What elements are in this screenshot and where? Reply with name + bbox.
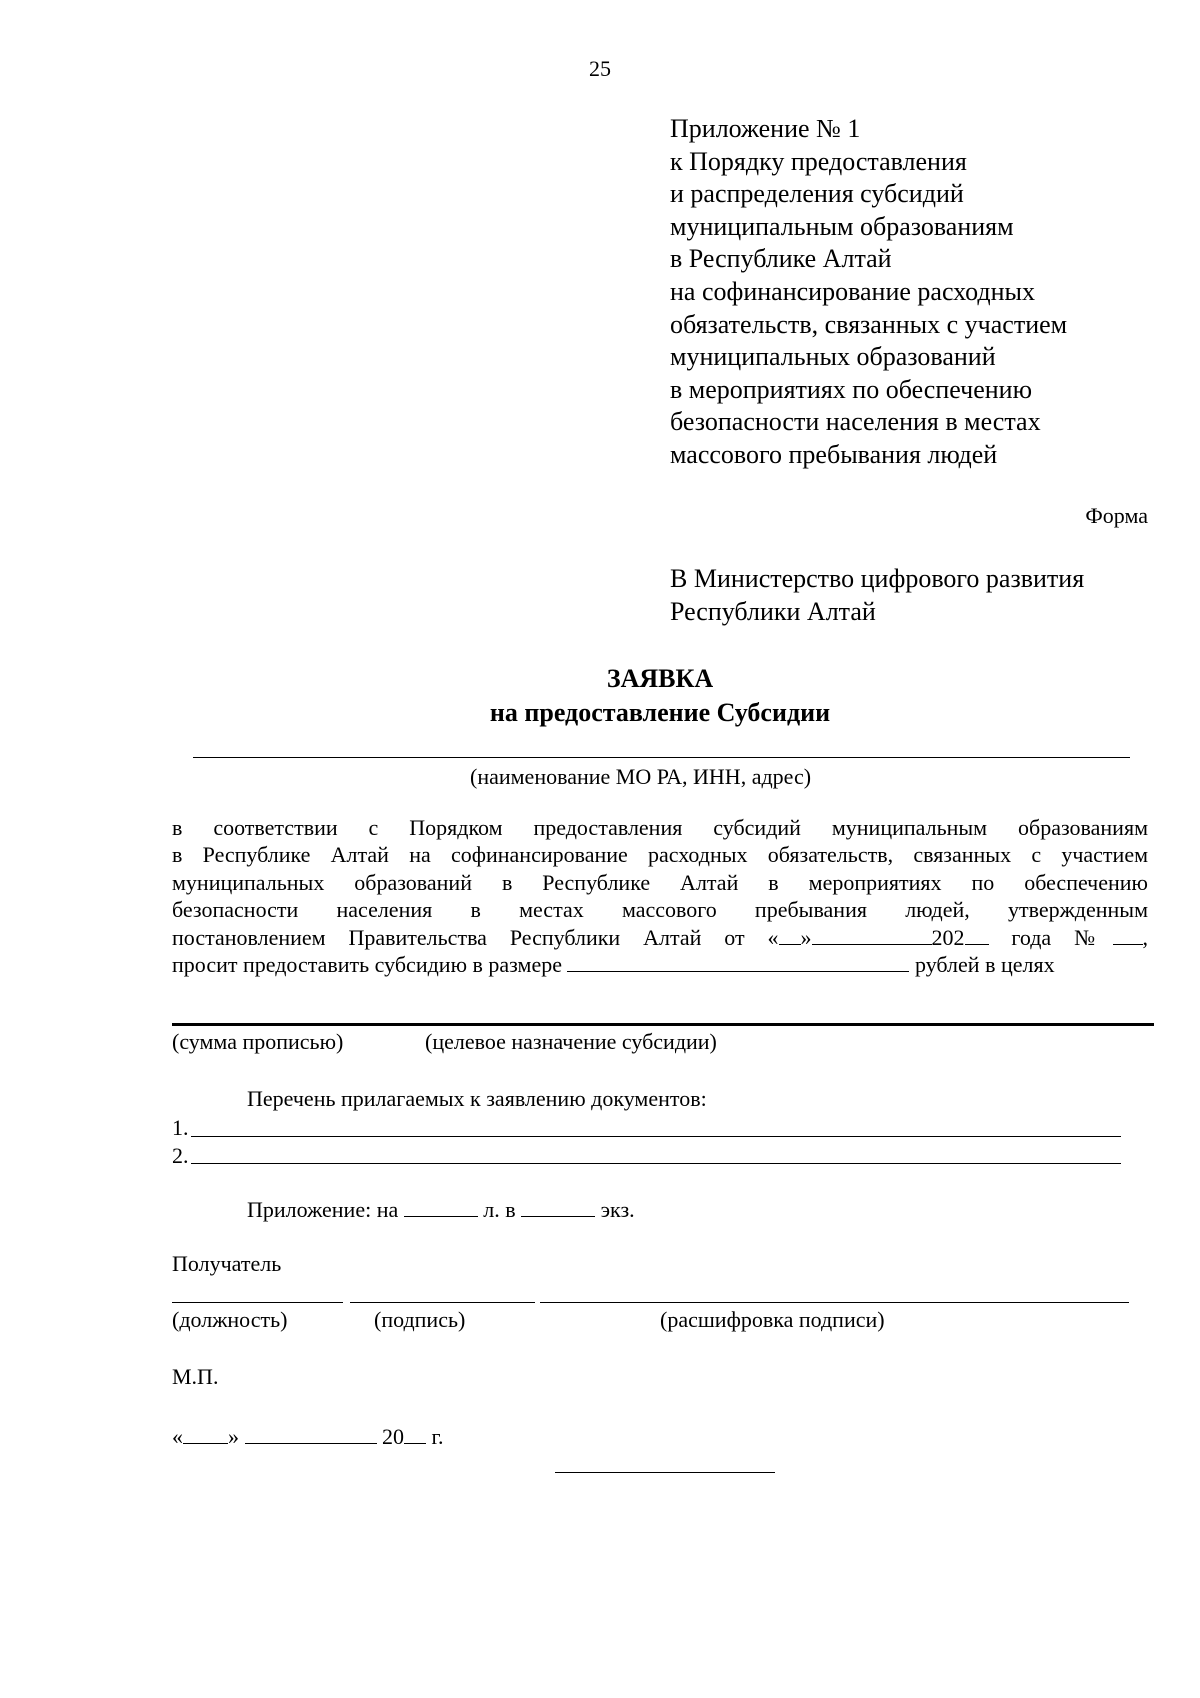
page-number: 25 [589, 56, 611, 81]
closing-separator [555, 1472, 775, 1473]
resolution-day-field[interactable] [779, 926, 801, 945]
appendix-line: муниципальным образованиям [670, 211, 1014, 241]
sum-purpose-field[interactable] [172, 1023, 1154, 1026]
body-paragraph [172, 814, 1148, 978]
position-caption: (должность) [172, 1307, 288, 1332]
appendix-header [670, 113, 1067, 472]
attachment-copies-field[interactable] [521, 1198, 595, 1217]
appendix-line: к Порядку предоставления [670, 146, 967, 176]
document-subtitle: на предоставление Субсидии [489, 698, 831, 727]
resolution-quote-close: » [800, 924, 812, 950]
appendix-line: безопасности населения в местах [670, 407, 1041, 437]
document-item-2-field[interactable] [191, 1163, 1121, 1164]
addressee-line: В Министерство цифрового развития [670, 564, 1085, 593]
addressee-line: Республики Алтай [670, 596, 876, 626]
resolution-number-label: года № [988, 924, 1113, 950]
appendix-line: обязательств, связанных с участием [670, 309, 1068, 339]
sum-caption: (сумма прописью) [172, 1029, 344, 1054]
body-line-amount [172, 951, 1148, 978]
body-line: в соответствии с Порядком предоставления субсидий муниципальным образованиям [172, 815, 1148, 840]
document-item-number: 1. [172, 1115, 189, 1140]
body-line-resolution [172, 924, 1148, 951]
appendix-line: муниципальных образований [670, 342, 996, 372]
org-name-caption: (наименование МО РА, ИНН, адрес) [470, 764, 812, 789]
appendix-line: и распределения субсидий [670, 179, 964, 209]
addressee [670, 563, 1084, 628]
signature-caption: (подпись) [374, 1307, 466, 1332]
appendix-line: в Республике Алтай [670, 244, 892, 274]
attachment-text: л. в [477, 1197, 522, 1222]
signature-field[interactable] [350, 1302, 535, 1303]
stamp-label: М.П. [172, 1364, 219, 1389]
appendix-line: на софинансирование расходных [670, 276, 1036, 306]
position-field[interactable] [172, 1302, 343, 1303]
date-day-field[interactable] [183, 1425, 228, 1444]
appendix-line: массового пребывания людей [670, 439, 998, 469]
attachment-pages-field[interactable] [404, 1198, 478, 1217]
recipient-label: Получатель [172, 1251, 282, 1276]
resolution-text: постановлением Правительства Республики Алтай от « [172, 924, 779, 950]
date-month-field[interactable] [245, 1425, 377, 1444]
date-quote-open: « [172, 1424, 183, 1449]
amount-suffix: рублей в целях [909, 952, 1055, 978]
form-label: Форма [1085, 503, 1148, 528]
resolution-month-field[interactable] [812, 926, 932, 945]
date-quote-close: » [228, 1424, 239, 1449]
date-year-field[interactable] [404, 1425, 426, 1444]
date-suffix: г. [426, 1424, 444, 1449]
body-line: муниципальных образований в Республике Алтай в мероприятиях по обеспечению [172, 869, 1148, 895]
appendix-line: Приложение № 1 [670, 114, 861, 143]
resolution-year-prefix: 202 [931, 924, 965, 950]
date-line [172, 1424, 444, 1450]
documents-heading: Перечень прилагаемых к заявлению документов: [247, 1086, 707, 1111]
body-line: безопасности населения в местах массового пребывания людей, утвержденным [172, 897, 1148, 923]
resolution-year-field[interactable] [965, 926, 989, 945]
document-item-number: 2. [172, 1143, 189, 1168]
purpose-caption: (целевое назначение субсидии) [425, 1029, 717, 1054]
date-year-prefix: 20 [382, 1424, 404, 1449]
attachment-line [247, 1197, 635, 1223]
amount-text: просит предоставить субсидию в размере [172, 952, 568, 978]
resolution-number-field[interactable] [1113, 926, 1143, 945]
decoding-caption: (расшифровка подписи) [660, 1307, 885, 1332]
document-item-1-field[interactable] [191, 1136, 1121, 1137]
document-title: ЗАЯВКА [606, 664, 714, 693]
org-name-field[interactable] [193, 757, 1130, 758]
appendix-line: в мероприятиях по обеспечению [670, 374, 1032, 404]
amount-field[interactable] [567, 953, 909, 972]
attachment-text: экз. [595, 1197, 635, 1222]
body-line: в Республике Алтай на софинансирование расходных обязательств, связанных с участием [172, 842, 1148, 868]
attachment-text: Приложение: на [247, 1197, 404, 1222]
resolution-comma: , [1142, 924, 1148, 950]
signature-decoding-field[interactable] [540, 1302, 1129, 1303]
